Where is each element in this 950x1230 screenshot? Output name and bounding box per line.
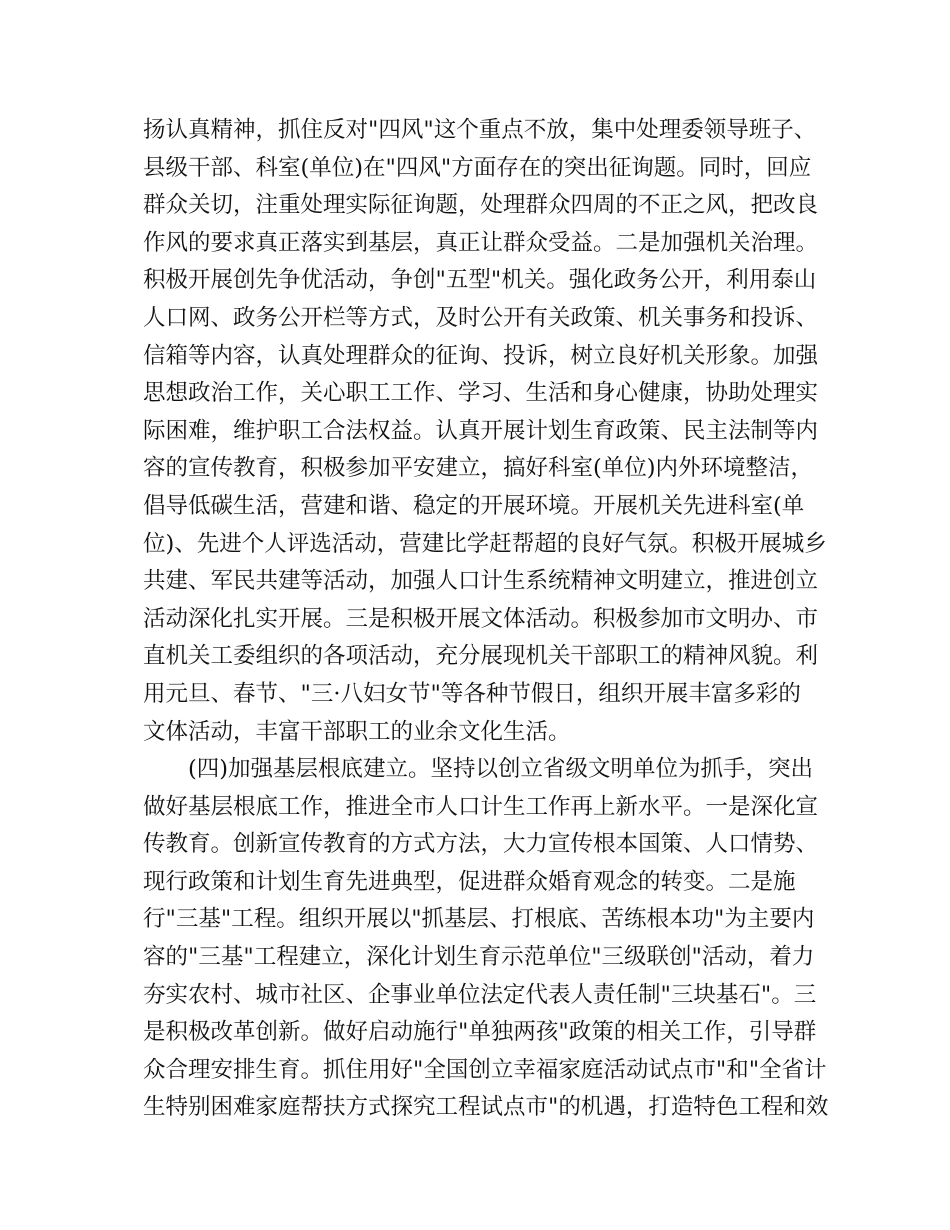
text-line: 夯实农村、城市社区、企事业单位法定代表人责任制"三块基石"。三 [143, 981, 817, 1008]
text-line: 文体活动，丰富干部职工的业余文化生活。 [143, 718, 571, 745]
text-line: 倡导低碳生活，营建和谐、稳定的开展环境。开展机关先进科室(单 [143, 492, 805, 519]
text-line: 众合理安排生育。抓住用好"全国创立幸福家庭活动试点市"和"全省计 [143, 1056, 827, 1083]
text-line: 积极开展创先争优活动，争创"五型"机关。强化政务公开，利用泰山 [143, 267, 817, 294]
body-text [143, 112, 829, 1127]
text-line: 传教育。创新宣传教育的方式方法，大力宣传根本国策、人口情势、 [143, 831, 819, 858]
text-line: 思想政治工作，关心职工工作、学习、生活和身心健康，协助处理实 [143, 380, 819, 407]
text-line: 信箱等内容，认真处理群众的征询、投诉，树立良好机关形象。加强 [143, 342, 819, 369]
text-line: 群众关切，注重处理实际征询题，处理群众四周的不正之风，把改良 [143, 192, 819, 219]
text-line: 位)、先进个人评选活动，营建比学赶帮超的良好气氛。积极开展城乡 [143, 530, 827, 557]
text-line: 扬认真精神，抓住反对"四风"这个重点不放，集中处理委领导班子、 [143, 117, 817, 143]
text-line: 用元旦、春节、"三·八妇女节"等各种节假日，组织开展丰富多彩的 [143, 680, 801, 707]
text-line: 生特别困难家庭帮扶方式探究工程试点市"的机遇，打造特色工程和效 [143, 1094, 829, 1121]
text-line: (四)加强基层根底建立。坚持以创立省级文明单位为抓手，突出 [143, 756, 814, 783]
text-line: 容的"三基"工程建立，深化计划生育示范单位"三级联创"活动，着力 [143, 944, 815, 971]
text-line: 作风的要求真正落实到基层，真正让群众受益。二是加强机关治理。 [143, 229, 819, 256]
text-line: 活动深化扎实开展。三是积极开展文体活动。积极参加市文明办、市 [143, 605, 819, 632]
text-line: 人口网、政务公开栏等方式，及时公开有关政策、机关事务和投诉、 [143, 304, 819, 331]
text-line: 现行政策和计划生育先进典型，促进群众婚育观念的转变。二是施 [143, 868, 796, 895]
text-line: 是积极改革创新。做好启动施行"单独两孩"政策的相关工作，引导群 [143, 1019, 817, 1046]
text-line: 容的宣传教育，积极参加平安建立，搞好科室(单位)内外环境整洁， [143, 455, 814, 482]
text-line: 县级干部、科室(单位)在"四风"方面存在的突出征询题。同时，回应 [143, 154, 812, 181]
text-line: 际困难，维护职工合法权益。认真开展计划生育政策、民主法制等内 [143, 417, 819, 444]
text-line: 共建、军民共建等活动，加强人口计生系统精神文明建立，推进创立 [143, 568, 819, 595]
text-line: 行"三基"工程。组织开展以"抓基层、打根底、苦练根本功"为主要内 [143, 906, 815, 933]
text-line: 做好基层根底工作，推进全市人口计生工作再上新水平。一是深化宣 [143, 793, 819, 820]
text-line: 直机关工委组织的各项活动，充分展现机关干部职工的精神风貌。利 [143, 643, 819, 670]
